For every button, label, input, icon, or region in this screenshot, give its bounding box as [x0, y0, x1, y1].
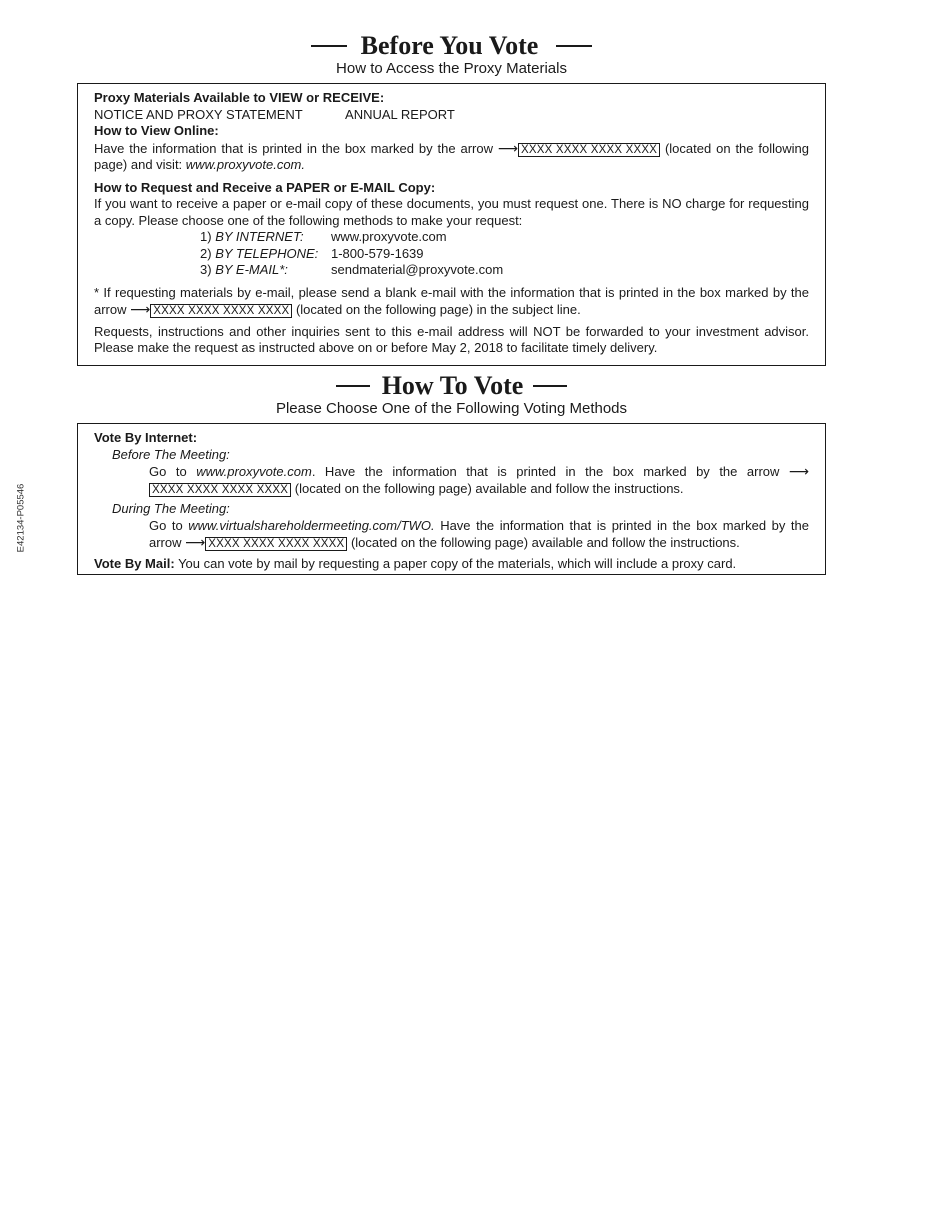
control-number-box: XXXX XXXX XXXX XXXX	[149, 483, 291, 497]
proxyvote-url: www.proxyvote.com	[196, 464, 312, 479]
control-number-box: XXXX XXXX XXXX XXXX	[205, 537, 347, 551]
method-value: sendmaterial@proxyvote.com	[331, 262, 504, 277]
forward-note: Requests, instructions and other inquiries sent to this e-mail address will NOT be forwarded to your investment advisor. Please make the request as instructed above on or before May 2, 2018 to facilitate timely delivery.	[94, 323, 809, 355]
before-vote-title: Before You Vote	[360, 31, 539, 60]
document-code: E42134-P05546	[15, 483, 27, 553]
arrow-icon: ⟶	[788, 463, 809, 479]
method-value: 1-800-579-1639	[331, 245, 424, 261]
how-vote-header	[77, 372, 826, 418]
request-heading: How to Request and Receive a PAPER or E-MAIL Copy:	[94, 179, 436, 195]
arrow-icon: ⟶	[497, 139, 518, 156]
control-number-box: XXXX XXXX XXXX XXXX	[150, 304, 292, 318]
during-meeting-label: During The Meeting:	[112, 501, 230, 516]
materials-heading: Proxy Materials Available to VIEW or RECEIVE:	[94, 90, 385, 105]
request-methods	[200, 229, 809, 279]
materials-list	[94, 107, 809, 124]
view-online-text: Have the information that is printed in the box marked by the arrow ⟶ XXXX XXXX XXXX XXXX (located on the following page) and visit: www.proxyvote.com.	[94, 139, 809, 172]
before-vote-header	[77, 32, 826, 78]
virtual-meeting-url: www.virtualshareholdermeeting.com/TWO.	[188, 517, 435, 533]
voting-methods-box	[77, 423, 826, 575]
before-meeting-text: Go to www.proxyvote.com. Have the information that is printed in the box marked by the arrow ⟶XXXX XXXX XXXX XXXX (located on the following page) available and follow the instructions.	[149, 463, 809, 496]
how-vote-subtitle: Please Choose One of the Following Voting Methods	[275, 400, 628, 417]
how-vote-title: How To Vote	[381, 371, 524, 400]
method-email: 3) BY E-MAIL*: sendmaterial@proxyvote.com	[200, 262, 504, 277]
material-annual-report: ANNUAL REPORT	[345, 106, 455, 122]
proxy-materials-box	[77, 83, 826, 366]
during-meeting-text: Go to www.virtualshareholdermeeting.com/TWO. Have the information that is printed in the box marked by the arrow ⟶ XXXX XXXX XXXX XXXX (located on the following page) available and follow the instructions.	[149, 517, 809, 550]
how-vote-title-row	[77, 372, 826, 400]
title-rule-right	[556, 45, 592, 46]
before-vote-subtitle: How to Access the Proxy Materials	[336, 60, 567, 77]
material-notice: NOTICE AND PROXY STATEMENT	[94, 106, 303, 122]
control-number-box: XXXX XXXX XXXX XXXX	[518, 143, 660, 157]
vote-by-mail	[94, 556, 809, 573]
method-telephone: 2) BY TELEPHONE: 1-800-579-1639	[200, 245, 424, 261]
proxyvote-url: www.proxyvote.com.	[185, 157, 305, 172]
internet-heading: Vote By Internet:	[94, 430, 198, 445]
title-rule-left	[336, 385, 370, 386]
title-rule-right	[533, 385, 567, 386]
title-rule-left	[311, 45, 347, 46]
method-internet: 1) BY INTERNET: www.proxyvote.com	[200, 229, 447, 244]
before-meeting-label: Before The Meeting:	[112, 446, 230, 462]
arrow-icon: ⟶	[185, 534, 206, 550]
arrow-icon: ⟶	[130, 301, 151, 317]
mail-heading: Vote By Mail:	[94, 555, 175, 571]
request-text: If you want to receive a paper or e-mail copy of these documents, you must request one. There is NO charge for requesting a copy. Please choose one of the following methods to make your request:	[94, 196, 809, 228]
view-online-heading: How to View Online:	[94, 123, 219, 138]
before-vote-title-row	[77, 32, 826, 60]
mail-text: You can vote by mail by requesting a paper copy of the materials, which will include a proxy card.	[178, 555, 737, 571]
email-note: * If requesting materials by e-mail, please send a blank e-mail with the information that is printed in the box marked by the arrow ⟶ XXXX XXXX XXXX XXXX (located on the following page) in the subject line.	[94, 284, 809, 317]
method-value: www.proxyvote.com	[331, 229, 447, 244]
